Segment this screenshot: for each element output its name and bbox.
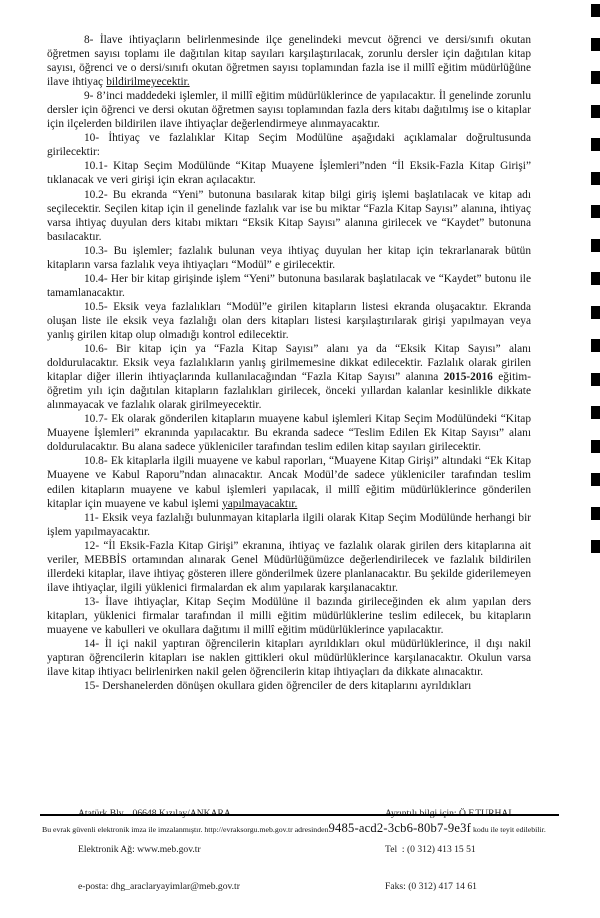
scan-mark [591,4,600,17]
paragraph-8 [47,33,531,89]
body-text: 10.7- Ek olarak gönderilen kitapların muayene kabul işlemleri Kitap Seçim Modülündeki “Kitap Muayene İşlemleri” ekranında yapılacaktır. Bu ekranda sadece “Teslim Edilen Ek Kitap Sayısı” alanı doldurulacaktır. Bu alana sadece yükleniciler tarafından teslim edilen kitap sayıları girilecektir. [47,413,531,454]
verification-suffix-text: kodu ile teyit edilebilir. [471,825,546,834]
scan-mark [591,406,600,419]
scan-mark [591,306,600,319]
verification-code: 9485-acd2-3cb6-80b7-9e3f [328,821,472,835]
verification-prefix-text: Bu evrak güvenli elektronik imza ile imzalanmıştır. http://evraksorgu.meb.gov.tr adresinden [42,825,329,834]
scan-mark [591,239,600,252]
body-text: 10.1- Kitap Seçim Modülünde “Kitap Muayene İşlemleri”nden “İl Eksik-Fazla Kitap Girişi” tıklanacak ve veri girişi için ekran açılacaktır. [47,160,531,187]
paragraph-10.8 [47,454,531,510]
body-text: 10.5- Eksik veya fazlalıkları “Modül”e girilen kitapların listesi ekranda oluşacaktır. Ekranda oluşan liste ile eksik veya fazlalığı olan ders kitapları listesi karşılaştırılarak girişi yapılmayan veya yanlış girilen kitap olup olmadığı kontrol edilecektir. [47,300,531,341]
e-signature-verification-line [42,821,567,836]
scan-mark [591,38,600,51]
footer-fax-line: Faks: (0 312) 417 14 61 [385,881,477,893]
footer-contact-block [385,783,514,918]
scan-mark [591,473,600,486]
paragraph-10.2 [47,188,531,244]
paragraph-12 [47,539,531,595]
body-text: 14- İl içi nakil yaptıran öğrencilerin kitapları ayrıldıkları okul müdürlüklerince, il dışı nakil yaptıran öğrencilerin kitapları ise naklen gittikleri okul müdürlüklerince karşılanacaktır. Okulun varsa ilave kitap ihtiyacı belirlenirken nakil gelen öğrencilerin kitap ihtiyaçları da dikkate alınacaktır. [47,638,531,679]
body-text: 10.3- Bu işlemler; fazlalık bulunan veya ihtiyaç duyulan her kitap için tekrarlanarak bütün kitapların varsa fazlalık veya ihtiyaçları “Modül” e girilecektir. [47,244,531,271]
paragraph-10.1 [47,159,531,187]
paragraph-10.7 [47,412,531,454]
scan-mark [591,373,600,386]
footer-divider-rule [40,814,559,816]
body-text: 9- 8’inci maddedeki işlemler, il millî eğitim müdürlüklerince de yapılacaktır. İl genelinde zorunlu dersler için öğrenci ve dersi okutan öğretmen sayısı toplamından fazla ders kitabı dağıtılmış ise o kitaplar için ilçelerden bildirilen ilave ihtiyaçlar değerlendirmeye alınmayacaktır. [47,90,531,131]
body-text: 10.2- Bu ekranda “Yeni” butonuna basılarak kitap bilgi giriş işlemi başlatılacak ve kitap adı seçilecektir. Seçilen kitap için il genelinde fazlalık var ise bu miktar “Fazla Kitap Sayısı” alanına, ihtiyaç varsa ihtiyaç duyulan ders kitabı miktarı “Eksik Kitap Sayısı” alanına girilecek ve “Kaydet” butonuna basılacaktır. [47,188,531,243]
underlined-text: bildirilmeyecektir. [106,76,190,89]
scan-mark [591,440,600,453]
body-text: 13- İlave ihtiyaçlar, Kitap Seçim Modülüne il bazında girileceğinden ek alım yapılan ders kitapları, yüklenici firmalar tarafından il milli eğitim müdürlüklerine teslim edilecek, bu kitapların muayene ve kabulleri ve okullara dağıtımı il millî eğitim müdürlüklerince yapılacaktır. [47,595,531,636]
body-text: 10.4- Her bir kitap girişinde işlem “Yeni” butonuna basılarak başlatılacak ve “Kaydet” butonu ile tamamlanacaktır. [47,272,531,299]
scan-mark [591,272,600,285]
paragraph-15 [47,679,531,693]
paragraph-11 [47,511,531,539]
footer-email-line: e-posta: dhg_araclaryayimlar@meb.gov.tr [78,881,240,893]
paragraph-10.6 [47,342,531,412]
bold-text: 2015-2016 [443,371,493,384]
underlined-text: yapılmayacaktır. [222,497,298,510]
scan-mark [591,339,600,352]
paragraph-10 [47,131,531,159]
document-body [47,33,531,693]
scan-mark [591,105,600,118]
body-text: 10.8- Ek kitaplarla ilgili muayene ve kabul raporları, “Muayene Kitap Girişi” altındaki “Ek Kitap Muayene ve Kabul Raporu”ndan alınacaktır. Ancak Modül’de sadece yükleniciler tarafından teslim edilen kitapların muayene ve kabul işlemleri yapılacak, il millî eğitim müdürlüklerince gönderilen kitaplar için muayene ve kabul işlemi [47,455,531,510]
paragraph-14 [47,637,531,679]
body-text: eğitim-öğretim yılı için dağıtılan kitapların fazlalıkları girilecek, önceki yıllardan kalanlar kesinlikle dikkate alınmayacak ve fazlalık olarak girilmeyecektir. [47,371,531,412]
paragraph-10.4 [47,272,531,300]
scan-mark [591,172,600,185]
scan-mark [591,540,600,553]
paragraph-10.5 [47,300,531,342]
paragraph-10.3 [47,244,531,272]
scan-mark [591,205,600,218]
paragraph-13 [47,595,531,637]
footer-website-line: Elektronik Ağ: www.meb.gov.tr [78,844,201,856]
scan-mark [591,138,600,151]
footer-address-block [78,783,240,918]
body-text: 10- İhtiyaç ve fazlalıklar Kitap Seçim Modülüne aşağıdaki açıklamalar doğrultusunda girilecektir: [47,132,531,159]
footer-phone-line: Tel : (0 312) 413 15 51 [385,844,476,856]
scan-mark [591,507,600,520]
paragraph-9 [47,89,531,131]
body-text: 11- Eksik veya fazlalığı bulunmayan kitaplarla ilgili olarak Kitap Seçim Modülünde herhangi bir işlem yapılmayacaktır. [47,511,531,538]
scan-mark [591,71,600,84]
body-text: 8- İlave ihtiyaçların belirlenmesinde ilçe genelindeki mevcut öğrenci ve dersi/sınıfı okutan öğretmen sayısı toplamı ile dağıtılan kitap sayıları karşılaştırılacak, zorunlu dersler için dağıtılan kitap sayısı, öğrenci ve o dersi/sınıfı okutan öğretmen sayısı toplamından fazla ise il millî eğitim müdürlüğüne ilave ihtiyaç [47,34,531,89]
body-text: 10.6- Bir kitap için ya “Fazla Kitap Sayısı” alanı ya da “Eksik Kitap Sayısı” alanı doldurulacaktır. Eksik veya fazlalıkların yanlış girilmemesine dikkat edilecektir. Fazlalık olarak girilen kitaplar diğer illerin ihtiyaçlarında kullanılacağından “Fazla Kitap Sayısı” alanına [47,343,531,384]
body-text: 12- “İl Eksik-Fazla Kitap Girişi” ekranına, ihtiyaç ve fazlalık olarak girilen ders kitaplarına ait veriler, MEBBİS ortamından alınarak Genel Müdürlüğümüzce değerlendirilecek ve fazlalık bildirilen illerdeki kitaplar, ilave ihtiyaç gösteren illere gönderilmek üzere planlanacaktır. Bu şekilde giderilemeyen ilave ihtiyaçlar, ilgili yüklenici firmalardan ek alım yapılarak karşılanacaktır. [47,539,531,594]
body-text: 15- Dershanelerden dönüşen okullara giden öğrenciler de ders kitaplarını ayrıldıkları [84,680,472,693]
